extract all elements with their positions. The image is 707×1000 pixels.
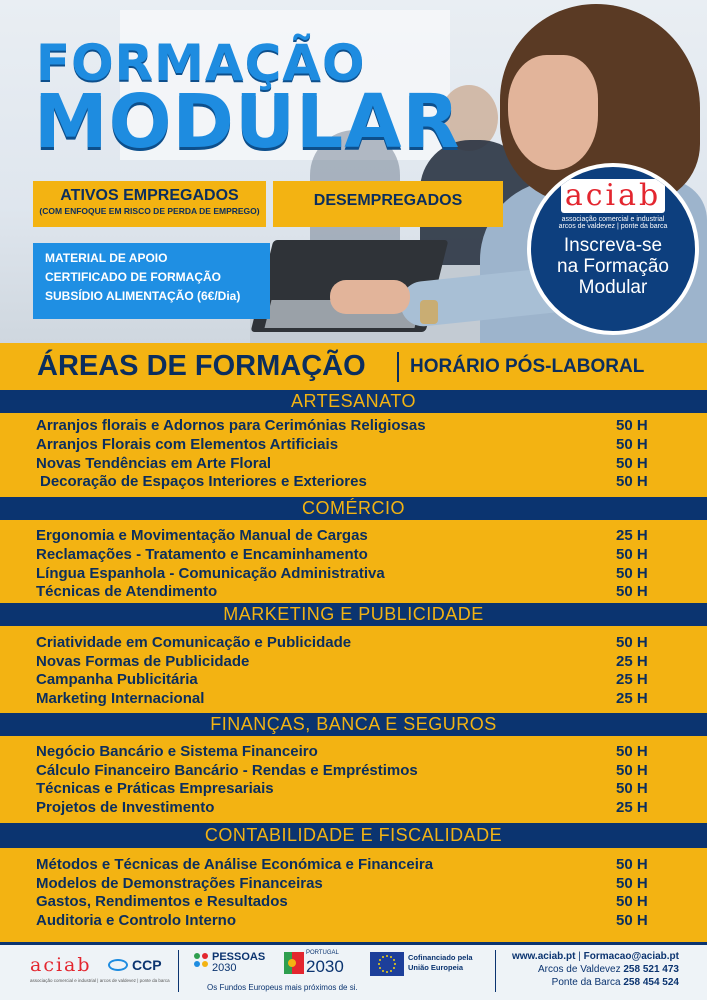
eu-flag-icon: [370, 952, 404, 976]
target-unemployed-box: DESEMPREGADOS: [273, 181, 503, 227]
course-hours: 50 H: [616, 417, 648, 434]
course-name: Marketing Internacional: [36, 690, 205, 707]
portugal-2030-logo: 2030: [306, 957, 344, 976]
portugal-flag-icon: [284, 952, 304, 974]
section-title-financas: FINANÇAS, BANCA E SEGUROS: [0, 713, 707, 736]
portugal-label: PORTUGAL: [306, 950, 339, 956]
course-name: Negócio Bancário e Sistema Financeiro: [36, 743, 318, 760]
section-title-comercio: COMÉRCIO: [0, 497, 707, 520]
woman-face: [508, 55, 598, 170]
course-hours: 50 H: [616, 743, 648, 760]
pessoas-dots-icon: [193, 952, 210, 969]
woman-hand: [330, 280, 410, 314]
course-name: Técnicas e Práticas Empresariais: [36, 780, 274, 797]
course-name: Ergonomia e Movimentação Manual de Cargas: [36, 527, 368, 544]
course-hours: 25 H: [616, 527, 648, 544]
course-row: [36, 690, 676, 709]
course-hours: 25 H: [616, 690, 648, 707]
course-name: Projetos de Investimento: [36, 799, 215, 816]
course-hours: 50 H: [616, 455, 648, 472]
course-hours: 50 H: [616, 634, 648, 651]
pessoas-2030-logo: [212, 952, 265, 974]
course-row: [36, 565, 676, 584]
course-row: [36, 743, 676, 762]
course-hours: 50 H: [616, 583, 648, 600]
signup-cta: [531, 235, 695, 298]
course-name: Língua Espanhola - Comunicação Administrativa: [36, 565, 385, 582]
barca-phone[interactable]: 258 454 524: [623, 977, 679, 988]
section-title-artesanato: ARTESANATO: [0, 390, 707, 413]
course-row: [36, 912, 676, 931]
footer-separator: [178, 950, 179, 992]
course-name: Gastos, Rendimentos e Resultados: [36, 893, 288, 910]
course-row: [36, 875, 676, 894]
course-row: [36, 546, 676, 565]
ccp-logo: CCP: [132, 957, 162, 973]
title-line-1: FORMAÇÃO: [36, 34, 366, 92]
course-hours: 25 H: [616, 799, 648, 816]
course-hours: 50 H: [616, 565, 648, 582]
schedule-label: HORÁRIO PÓS-LABORAL: [410, 356, 645, 377]
course-row: [36, 653, 676, 672]
course-hours: 50 H: [616, 912, 648, 929]
course-hours: 50 H: [616, 780, 648, 797]
course-hours: 50 H: [616, 875, 648, 892]
course-row: [36, 417, 676, 436]
course-hours: 50 H: [616, 856, 648, 873]
contact-arcos: [469, 964, 679, 975]
pessoas-word: PESSOAS: [212, 951, 266, 963]
course-name: Reclamações - Tratamento e Encaminhamento: [36, 546, 368, 563]
footer-aciab-logo: aciab: [30, 954, 92, 976]
course-name: Campanha Publicitária: [36, 671, 198, 688]
benefits-box: [33, 243, 270, 319]
course-row: [36, 799, 676, 818]
course-hours: 25 H: [616, 671, 648, 688]
course-name: Criatividade em Comunicação e Publicidade: [36, 634, 352, 651]
course-row: [36, 634, 676, 653]
signup-badge[interactable]: [527, 163, 699, 335]
course-name: Métodos e Técnicas de Análise Económica e Financeira: [36, 856, 434, 873]
course-row: [36, 780, 676, 799]
contact-web-email: www.aciab.pt | Formacao@aciab.pt: [511, 951, 679, 962]
eu-cofinancing: [408, 953, 473, 973]
course-hours: 50 H: [616, 546, 648, 563]
funds-slogan: Os Fundos Europeus mais próximos de si.: [207, 983, 358, 992]
contact-barca: [469, 977, 679, 988]
course-name: Novas Tendências em Arte Floral: [36, 455, 272, 472]
watch: [420, 300, 438, 324]
barca-label: Ponte da Barca: [551, 977, 621, 988]
course-row: [36, 893, 676, 912]
course-row: [36, 436, 676, 455]
section-title-marketing: MARKETING E PUBLICIDADE: [0, 603, 707, 626]
course-name: Novas Formas de Publicidade: [36, 653, 250, 670]
arcos-phone[interactable]: 258 521 473: [623, 964, 679, 975]
section-title-contabilidade: CONTABILIDADE E FISCALIDADE: [0, 823, 707, 848]
course-row: [36, 527, 676, 546]
title-line-2: MODULAR: [34, 79, 461, 165]
course-row: [36, 762, 676, 781]
target-employed-box: [33, 181, 266, 227]
course-name: Modelos de Demonstrações Financeiras: [36, 875, 323, 892]
arcos-label: Arcos de Valdevez: [537, 964, 621, 975]
pessoas-year: 2030: [212, 962, 237, 974]
benefit-item: MATERIAL DE APOIO: [45, 251, 168, 265]
footer-aciab-tagline: associação comercial e industrial | arcos de valdevez | ponte da barca: [30, 978, 170, 983]
course-name: Cálculo Financeiro Bancário - Rendas e Empréstimos: [36, 762, 418, 779]
areas-divider: [397, 352, 399, 382]
email-link[interactable]: Formacao@aciab.pt: [583, 951, 679, 962]
signup-cta-line: na Formação: [557, 256, 669, 277]
areas-title: ÁREAS DE FORMAÇÃO: [37, 350, 366, 382]
ccp-icon: [108, 959, 128, 971]
course-row: [36, 671, 676, 690]
target-employed-note: (COM ENFOQUE EM RISCO DE PERDA DE EMPREGO): [39, 206, 260, 216]
course-name: Auditoria e Controlo Interno: [36, 912, 236, 929]
course-row: [36, 856, 676, 875]
course-name: Arranjos florais e Adornos para Cerimónias Religiosas: [36, 417, 426, 434]
course-hours: 25 H: [616, 653, 648, 670]
course-name: Decoração de Espaços Interiores e Exteriores: [40, 473, 367, 490]
course-row: [36, 455, 676, 474]
course-name: Arranjos Florais com Elementos Artificiais: [36, 436, 339, 453]
target-employed-label: ATIVOS EMPREGADOS: [60, 187, 239, 204]
signup-cta-line: Inscreva-se: [563, 235, 663, 256]
course-name: Técnicas de Atendimento: [36, 583, 218, 600]
eu-cofinancing-line: União Europeia: [408, 963, 464, 972]
eu-cofinancing-line: Cofinanciado pela: [408, 953, 473, 962]
course-row: [36, 473, 676, 492]
benefit-item: CERTIFICADO DE FORMAÇÃO: [45, 270, 221, 284]
website-link[interactable]: www.aciab.pt: [511, 951, 576, 962]
benefit-item: SUBSÍDIO ALIMENTAÇÃO (6€/Dia): [45, 289, 241, 303]
course-row: [36, 583, 676, 602]
aciab-tagline-locations: arcos de valdevez | ponte da barca: [558, 223, 668, 230]
course-hours: 50 H: [616, 436, 648, 453]
course-hours: 50 H: [616, 762, 648, 779]
course-hours: 50 H: [616, 473, 648, 490]
signup-cta-line: Modular: [578, 277, 648, 298]
aciab-logo: aciab: [561, 179, 665, 213]
aciab-tagline: associação comercial e industrial: [561, 216, 665, 223]
course-hours: 50 H: [616, 893, 648, 910]
